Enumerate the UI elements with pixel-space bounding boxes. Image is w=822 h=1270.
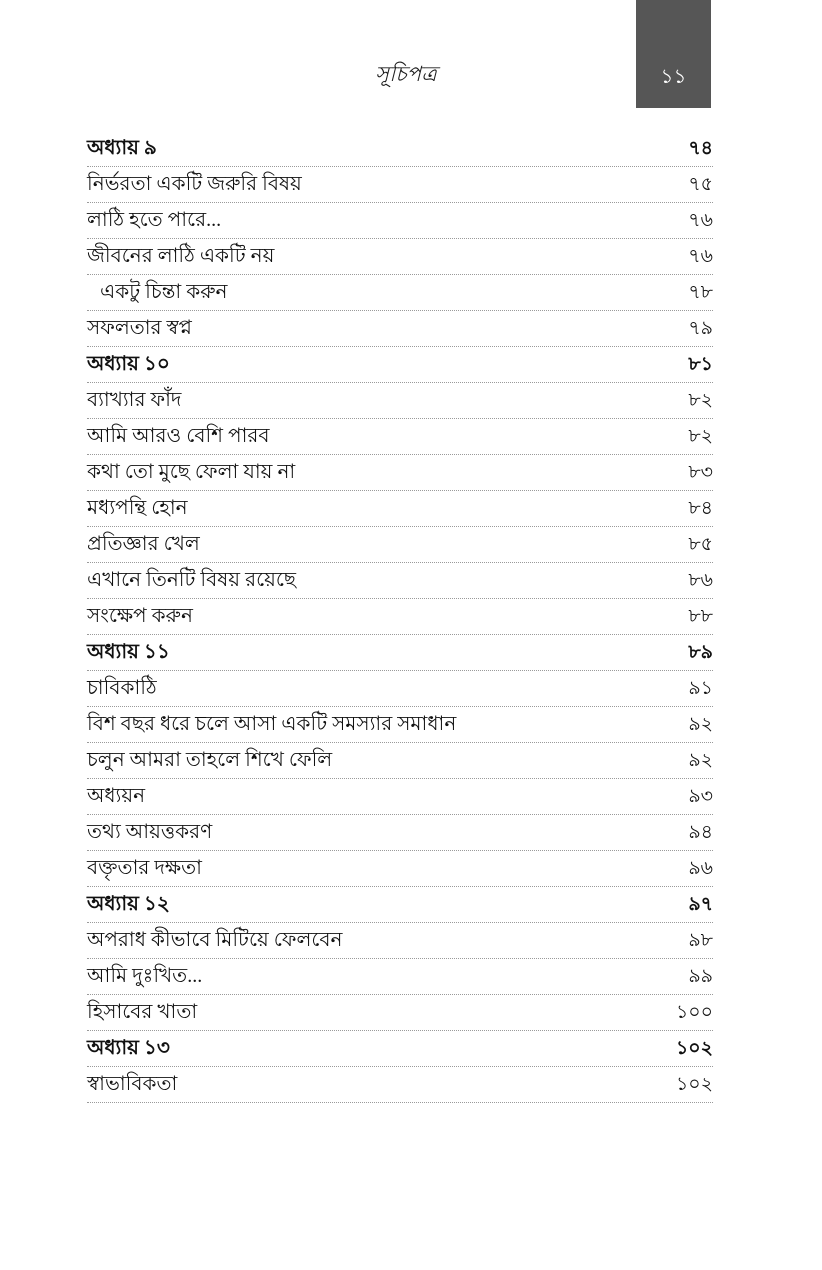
toc-entry-title: আমি আরও বেশি পারব <box>87 425 270 447</box>
toc-entry-row[interactable] <box>87 419 713 455</box>
toc-entry-title: সফলতার স্বপ্ন <box>87 317 192 339</box>
toc-entry-row[interactable] <box>87 707 713 743</box>
toc-entry-page-number: ৯৩ <box>688 786 713 807</box>
toc-entry-row[interactable] <box>87 527 713 563</box>
toc-entry-title: অধ্যয়ন <box>87 785 146 807</box>
toc-entry-row[interactable] <box>87 671 713 707</box>
toc-entry-page-number: ৯৯ <box>688 966 713 987</box>
toc-entry-title: অধ্যায় ১২ <box>87 893 170 915</box>
toc-entry-title: মধ্যপন্থি হোন <box>87 497 188 519</box>
toc-entry-page-number: ৭৫ <box>688 174 713 195</box>
toc-entry-title: প্রতিজ্ঞার খেল <box>87 533 200 555</box>
toc-chapter-row[interactable] <box>87 131 713 167</box>
toc-entry-page-number: ৯১ <box>688 678 713 699</box>
folio-page-number: ১১ <box>660 66 687 88</box>
page-header <box>0 0 822 110</box>
toc-entry-row[interactable] <box>87 275 713 311</box>
toc-chapter-row[interactable] <box>87 347 713 383</box>
toc-entry-page-number: ৭৬ <box>688 246 713 267</box>
toc-entry-row[interactable] <box>87 455 713 491</box>
toc-entry-title: সংক্ষেপ করুন <box>87 605 193 627</box>
toc-entry-page-number: ৮২ <box>688 390 713 411</box>
toc-entry-page-number: ৮৬ <box>688 570 713 591</box>
toc-entry-row[interactable] <box>87 599 713 635</box>
toc-entry-title: স্বাভাবিকতা <box>87 1073 178 1095</box>
toc-entry-row[interactable] <box>87 1067 713 1103</box>
toc-entry-title: নির্ভরতা একটি জরুরি বিষয় <box>87 173 302 195</box>
toc-entry-title: আমি দুঃখিত... <box>87 965 203 987</box>
toc-entry-page-number: ৮২ <box>688 426 713 447</box>
toc-chapter-row[interactable] <box>87 887 713 923</box>
page-title: সূচিপত্র <box>375 62 437 86</box>
toc-entry-row[interactable] <box>87 491 713 527</box>
toc-entry-page-number: ৭৪ <box>688 138 713 159</box>
toc-entry-row[interactable] <box>87 815 713 851</box>
folio-box <box>636 0 711 108</box>
toc-entry-page-number: ৮৪ <box>688 498 713 519</box>
toc-entry-title: হিসাবের খাতা <box>87 1001 198 1023</box>
toc-entry-row[interactable] <box>87 383 713 419</box>
toc-entry-page-number: ৮৯ <box>688 642 713 663</box>
toc-entry-row[interactable] <box>87 743 713 779</box>
toc-entry-title: অধ্যায় ৯ <box>87 137 157 159</box>
toc-entry-page-number: ৮৩ <box>688 462 713 483</box>
toc-entry-title: বিশ বছর ধরে চলে আসা একটি সমস্যার সমাধান <box>87 713 457 735</box>
toc-entry-title: চাবিকাঠি <box>87 677 157 699</box>
toc-entry-title: একটু চিন্তা করুন <box>100 281 228 303</box>
toc-chapter-row[interactable] <box>87 1031 713 1067</box>
toc-entry-page-number: ৮১ <box>688 354 713 375</box>
toc-entry-title: অধ্যায় ১০ <box>87 353 170 375</box>
toc-entry-page-number: ৯২ <box>688 714 713 735</box>
toc-entry-title: এখানে তিনটি বিষয় রয়েছে <box>87 569 297 591</box>
toc-entry-page-number: ৯৬ <box>688 858 713 879</box>
toc-entry-page-number: ৯৭ <box>688 894 713 915</box>
toc-entry-title: ব্যাখ্যার ফাঁদ <box>87 389 182 411</box>
toc-entry-title: অধ্যায় ১৩ <box>87 1037 170 1059</box>
table-of-contents <box>87 131 713 1103</box>
toc-entry-page-number: ৮৮ <box>688 606 713 627</box>
toc-entry-row[interactable] <box>87 779 713 815</box>
toc-entry-row[interactable] <box>87 239 713 275</box>
toc-entry-title: তথ্য আয়ত্তকরণ <box>87 821 213 843</box>
toc-entry-page-number: ৭৬ <box>688 210 713 231</box>
toc-entry-row[interactable] <box>87 167 713 203</box>
toc-entry-title: কথা তো মুছে ফেলা যায় না <box>87 461 296 483</box>
toc-entry-title: বক্তৃতার দক্ষতা <box>87 857 202 879</box>
toc-entry-page-number: ৮৫ <box>688 534 713 555</box>
toc-entry-row[interactable] <box>87 311 713 347</box>
toc-entry-page-number: ৯৪ <box>688 822 713 843</box>
toc-entry-row[interactable] <box>87 995 713 1031</box>
toc-entry-row[interactable] <box>87 203 713 239</box>
toc-entry-page-number: ৯২ <box>688 750 713 771</box>
toc-entry-row[interactable] <box>87 959 713 995</box>
toc-entry-title: লাঠি হতে পারে... <box>87 209 222 231</box>
toc-entry-title: জীবনের লাঠি একটি নয় <box>87 245 275 267</box>
toc-entry-page-number: ৯৮ <box>688 930 713 951</box>
toc-entry-page-number: ১০২ <box>675 1074 713 1095</box>
toc-entry-title: চলুন আমরা তাহলে শিখে ফেলি <box>87 749 333 771</box>
toc-entry-page-number: ৭৮ <box>688 282 713 303</box>
toc-entry-title: অধ্যায় ১১ <box>87 641 170 663</box>
toc-entry-row[interactable] <box>87 851 713 887</box>
toc-entry-page-number: ১০০ <box>675 1002 713 1023</box>
toc-entry-row[interactable] <box>87 563 713 599</box>
toc-entry-title: অপরাধ কীভাবে মিটিয়ে ফেলবেন <box>87 929 343 951</box>
toc-entry-page-number: ৭৯ <box>688 318 713 339</box>
toc-entry-page-number: ১০২ <box>675 1038 713 1059</box>
toc-chapter-row[interactable] <box>87 635 713 671</box>
toc-entry-row[interactable] <box>87 923 713 959</box>
